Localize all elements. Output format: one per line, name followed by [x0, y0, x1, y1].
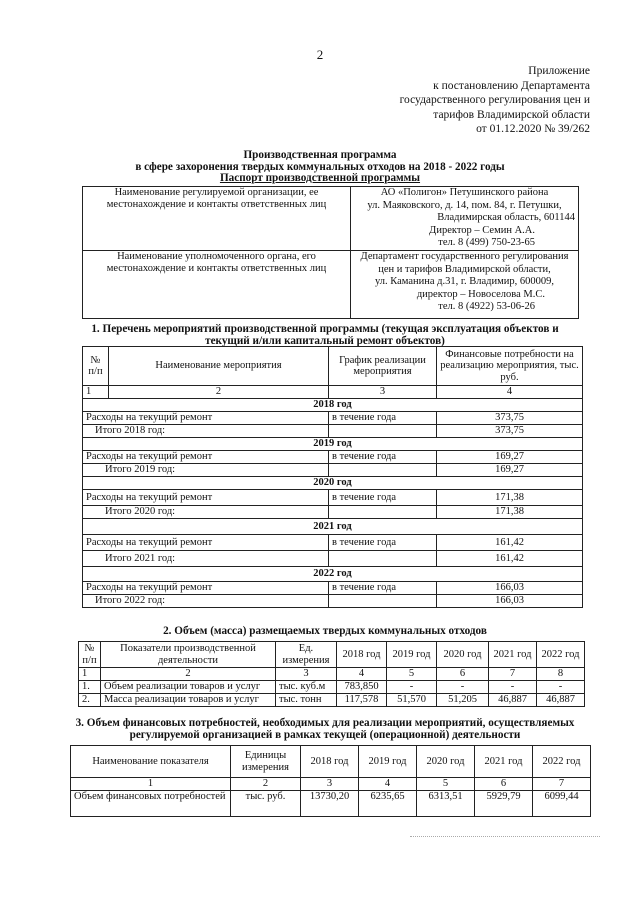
- item-name: Расходы на текущий ремонт: [83, 490, 329, 506]
- appendix-line: к постановлению Департамента: [433, 79, 590, 92]
- col-number: 3: [301, 778, 359, 791]
- header-cell: 2020 год: [437, 642, 489, 668]
- org-line: ул. Маяковского, д. 14, пом. 84, г. Петушки,: [367, 199, 562, 211]
- item-schedule: в течение года: [329, 412, 437, 425]
- total-schedule: [329, 551, 437, 567]
- authority-line: цен и тарифов Владимирской области,: [378, 263, 551, 275]
- row-value: -: [537, 680, 585, 693]
- appendix-line: государственного регулирования цен и: [399, 94, 590, 106]
- col-number: 2: [109, 386, 329, 399]
- row-number: 1.: [79, 680, 101, 693]
- row-unit: тыс. куб.м: [276, 680, 337, 693]
- org-value: [351, 187, 579, 251]
- header-cell: 2018 год: [337, 642, 387, 668]
- table-row: [83, 451, 583, 464]
- col-number: 6: [437, 668, 489, 681]
- header-cell: Финансовые потребности на реализацию мероприятия, тыс. руб.: [437, 347, 583, 386]
- org-line: Владимирская область, 601144: [437, 212, 575, 223]
- column-number-row: [79, 668, 585, 681]
- col-number: 4: [437, 386, 583, 399]
- row-value: 51,570: [387, 693, 437, 706]
- year-row: [83, 477, 583, 490]
- scan-artifact-line: [410, 836, 600, 838]
- total-row: [83, 425, 583, 438]
- total-row: [83, 551, 583, 567]
- year-label: 2021 год: [83, 519, 583, 535]
- year-label: 2022 год: [83, 567, 583, 582]
- year-row: [83, 519, 583, 535]
- row-value: 783,850: [337, 680, 387, 693]
- row-value: 6099,44: [533, 790, 591, 816]
- row-value: 6235,65: [359, 790, 417, 816]
- total-amount: 373,75: [437, 425, 583, 438]
- header-cell: График реализации мероприятия: [329, 347, 437, 386]
- row-value: 6313,51: [417, 790, 475, 816]
- header-cell: 2020 год: [417, 746, 475, 778]
- item-name: Расходы на текущий ремонт: [83, 412, 329, 425]
- col-number: 8: [537, 668, 585, 681]
- table-row: [79, 680, 585, 693]
- item-amount: 166,03: [437, 582, 583, 595]
- document-title: [60, 150, 580, 185]
- col-number: 2: [101, 668, 276, 681]
- org-line: АО «Полигон» Петушинского района: [380, 187, 549, 198]
- row-number: 2.: [79, 693, 101, 706]
- item-amount: 161,42: [437, 535, 583, 551]
- row-value: 46,887: [489, 693, 537, 706]
- header-cell: 2019 год: [387, 642, 437, 668]
- total-amount: 171,38: [437, 506, 583, 519]
- header-cell: 2021 год: [475, 746, 533, 778]
- header-cell: Наименование мероприятия: [109, 347, 329, 386]
- header-cell: 2022 год: [537, 642, 585, 668]
- section2-table: [78, 641, 585, 707]
- item-amount: 171,38: [437, 490, 583, 506]
- passport-table: [82, 186, 579, 319]
- item-name: Расходы на текущий ремонт: [83, 582, 329, 595]
- title-line: в сфере захоронения твердых коммунальных отходов на 2018 - 2022 годы: [135, 160, 505, 173]
- row-name: Масса реализации товаров и услуг: [101, 693, 276, 706]
- section1-heading: [70, 323, 580, 347]
- table-header-row: [83, 347, 583, 386]
- section3-table: [70, 745, 591, 817]
- total-schedule: [329, 464, 437, 477]
- col-number: 5: [387, 668, 437, 681]
- authority-line: директор – Новоселова М.С.: [416, 288, 545, 300]
- row-name: Объем реализации товаров и услуг: [101, 680, 276, 693]
- col-number: 1: [71, 778, 231, 791]
- org-line: Директор – Семин А.А.: [429, 224, 535, 236]
- row-value: 51,205: [437, 693, 489, 706]
- header-cell: 2019 год: [359, 746, 417, 778]
- row-value: 46,887: [537, 693, 585, 706]
- authority-line: тел. 8 (4922) 53-06-26: [438, 301, 535, 312]
- row-unit: тыс. руб.: [231, 790, 301, 816]
- col-number: 7: [533, 778, 591, 791]
- row-value: 13730,20: [301, 790, 359, 816]
- col-number: 3: [276, 668, 337, 681]
- header-cell: № п/п: [79, 642, 101, 668]
- table-row: [83, 187, 579, 251]
- section1-table: [82, 346, 583, 608]
- header-cell: Наименование показателя: [71, 746, 231, 778]
- section2-heading: 2. Объем (масса) размещаемых твердых коммунальных отходов: [163, 625, 487, 637]
- item-name: Расходы на текущий ремонт: [83, 451, 329, 464]
- total-label: Итого 2018 год:: [83, 425, 329, 438]
- year-row: [83, 567, 583, 582]
- table-header-row: [79, 642, 585, 668]
- row-value: -: [489, 680, 537, 693]
- table-row: [79, 693, 585, 706]
- row-name: Объем финансовых потребностей: [71, 790, 231, 816]
- authority-line: Департамент государственного регулирования: [360, 251, 569, 262]
- table-row: [71, 790, 591, 816]
- total-schedule: [329, 595, 437, 608]
- authority-line: ул. Каманина д.31, г. Владимир, 600009,: [374, 276, 555, 287]
- year-label: 2020 год: [83, 477, 583, 490]
- item-schedule: в течение года: [329, 535, 437, 551]
- section3-heading: [40, 717, 610, 741]
- authority-label: Наименование уполномоченного органа, его местонахождение и контакты ответственных лиц: [83, 251, 351, 319]
- row-value: -: [387, 680, 437, 693]
- authority-value: [351, 251, 579, 319]
- year-row: [83, 399, 583, 412]
- col-number: 2: [231, 778, 301, 791]
- row-value: -: [437, 680, 489, 693]
- header-cell: 2021 год: [489, 642, 537, 668]
- total-label: Итого 2020 год:: [83, 506, 329, 519]
- appendix-line: от 01.12.2020 № 39/262: [476, 123, 590, 135]
- table-row: [83, 490, 583, 506]
- col-number: 1: [83, 386, 109, 399]
- col-number: 6: [475, 778, 533, 791]
- org-label: Наименование регулируемой организации, ее местонахождение и контакты ответственных лиц: [83, 187, 351, 251]
- header-cell: № п/п: [83, 347, 109, 386]
- table-header-row: [71, 746, 591, 778]
- col-number: 5: [417, 778, 475, 791]
- year-label: 2019 год: [83, 438, 583, 451]
- item-name: Расходы на текущий ремонт: [83, 535, 329, 551]
- col-number: 3: [329, 386, 437, 399]
- header-cell: Единицы измерения: [231, 746, 301, 778]
- total-label: Итого 2022 год:: [83, 595, 329, 608]
- item-schedule: в течение года: [329, 451, 437, 464]
- item-schedule: в течение года: [329, 582, 437, 595]
- year-row: [83, 438, 583, 451]
- total-row: [83, 595, 583, 608]
- appendix-block: [400, 64, 590, 137]
- total-amount: 161,42: [437, 551, 583, 567]
- row-unit: тыс. тонн: [276, 693, 337, 706]
- total-amount: 169,27: [437, 464, 583, 477]
- col-number: 7: [489, 668, 537, 681]
- item-schedule: в течение года: [329, 490, 437, 506]
- total-schedule: [329, 425, 437, 438]
- org-line: тел. 8 (499) 750-23-65: [438, 237, 535, 248]
- column-number-row: [71, 778, 591, 791]
- total-label: Итого 2021 год:: [83, 551, 329, 567]
- title-line: Производственная программа: [243, 149, 397, 161]
- row-value: 5929,79: [475, 790, 533, 816]
- total-schedule: [329, 506, 437, 519]
- total-row: [83, 464, 583, 477]
- year-label: 2018 год: [83, 399, 583, 412]
- total-amount: 166,03: [437, 595, 583, 608]
- column-number-row: [83, 386, 583, 399]
- table-row: [83, 582, 583, 595]
- heading-line: текущий и/или капитальный ремонт объектов): [205, 335, 445, 347]
- passport-title: Паспорт производственной программы: [219, 172, 421, 184]
- page-number: 2: [316, 47, 324, 62]
- header-cell: Ед. измерения: [276, 642, 337, 668]
- heading-line: регулируемой организацией в рамках текущей (операционной) деятельности: [129, 729, 521, 741]
- item-amount: 169,27: [437, 451, 583, 464]
- header-cell: 2022 год: [533, 746, 591, 778]
- table-row: [83, 251, 579, 319]
- table-row: [83, 412, 583, 425]
- col-number: 4: [337, 668, 387, 681]
- heading-line: 3. Объем финансовых потребностей, необходимых для реализации мероприятий, осуществляемых: [75, 717, 575, 729]
- col-number: 4: [359, 778, 417, 791]
- item-amount: 373,75: [437, 412, 583, 425]
- appendix-line: Приложение: [528, 65, 590, 77]
- col-number: 1: [79, 668, 101, 681]
- total-row: [83, 506, 583, 519]
- table-row: [83, 535, 583, 551]
- heading-line: 1. Перечень мероприятий производственной программы (текущая эксплуатация объектов и: [91, 323, 559, 335]
- row-value: 117,578: [337, 693, 387, 706]
- header-cell: 2018 год: [301, 746, 359, 778]
- header-cell: Показатели производственной деятельности: [101, 642, 276, 668]
- total-label: Итого 2019 год:: [83, 464, 329, 477]
- appendix-line: тарифов Владимирской области: [433, 108, 590, 121]
